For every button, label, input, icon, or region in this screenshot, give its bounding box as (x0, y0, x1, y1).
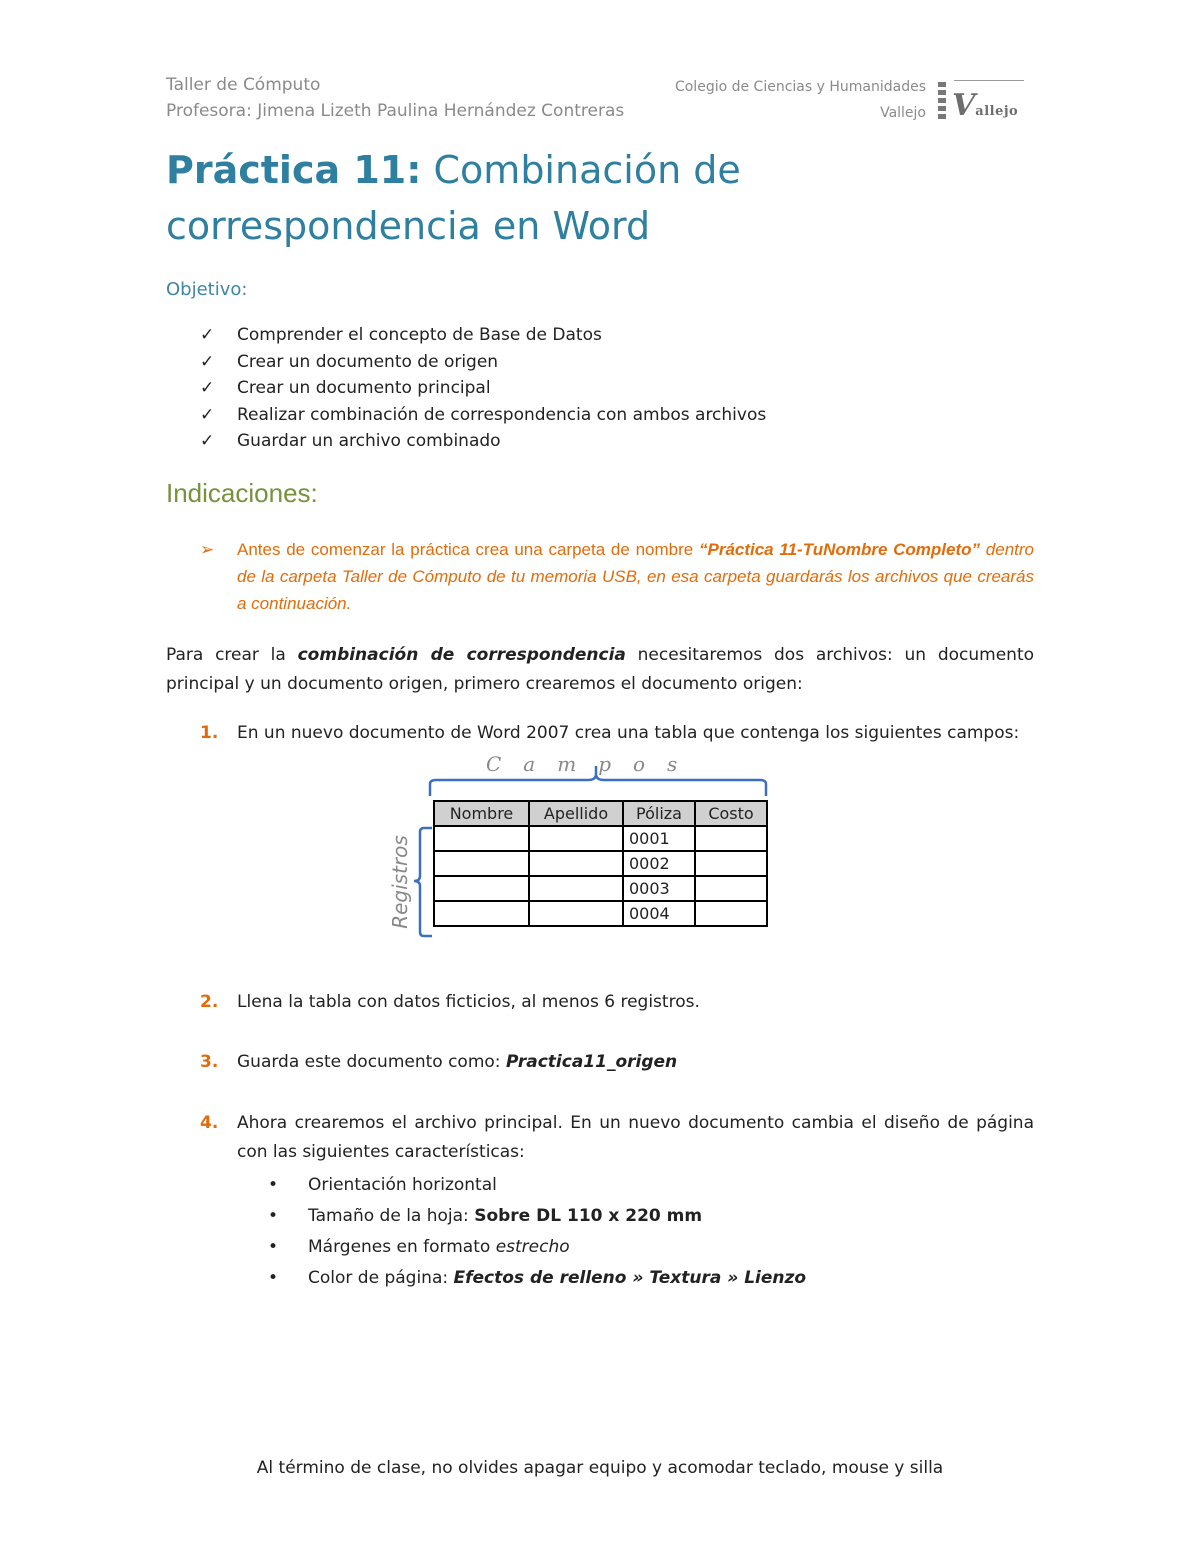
step-text: En un nuevo documento de Word 2007 crea una tabla que contenga los siguientes campos: (237, 723, 1020, 743)
bullet-icon: • (268, 1175, 279, 1195)
step-2 (200, 988, 1034, 1017)
fields-table (433, 800, 768, 927)
step-3 (200, 1048, 1034, 1077)
page-title (166, 142, 1046, 254)
records-label: Registros (388, 835, 412, 929)
fields-brace-icon (428, 762, 770, 800)
list-item: • Tamaño de la hoja: Sobre DL 110 x 220 mm (268, 1201, 806, 1232)
table-row: 0003 (434, 876, 767, 901)
intro-paragraph: Para crear la combinación de correspondencia necesitaremos dos archivos: un documento principal y un documento origen, primero crearemos el documento origen: (166, 645, 1035, 694)
list-item: ✓ Guardar un archivo combinado (200, 428, 766, 455)
logo-initial: V (952, 88, 976, 123)
step-text: Guarda este documento como: Practica11_origen (237, 1052, 678, 1072)
table-row: 0002 (434, 851, 767, 876)
title-practice-number: Práctica 11: (166, 148, 422, 192)
school-logo (938, 76, 1026, 124)
page-footer: Al término de clase, no olvides apagar equipo y acomodar teclado, mouse y silla (256, 1458, 944, 1478)
table-row: 0004 (434, 901, 767, 926)
header-right (675, 74, 926, 126)
logo-bars-icon (938, 82, 948, 122)
list-item: • Orientación horizontal (268, 1170, 806, 1201)
file-name: Practica11_origen (505, 1052, 678, 1072)
intro-emphasis: combinación de correspondencia (297, 645, 626, 665)
list-item: ✓ Realizar combinación de correspondencia con ambos archivos (200, 402, 766, 429)
arrow-bullet-icon: ➢ (200, 540, 215, 559)
course-name: Taller de Cómputo (166, 75, 321, 95)
step-number: 2. (200, 992, 219, 1012)
bullet-icon: • (268, 1206, 279, 1226)
table-row: 0001 (434, 826, 767, 851)
checkmark-icon: ✓ (200, 351, 215, 372)
list-item: ✓ Comprender el concepto de Base de Datos (200, 322, 766, 349)
step-number: 4. (200, 1113, 219, 1133)
checkmark-icon: ✓ (200, 378, 215, 398)
page-setup-list (268, 1170, 806, 1294)
step-number: 1. (200, 723, 219, 743)
step-1 (200, 719, 1034, 748)
column-header: Póliza (623, 801, 695, 826)
step-number: 3. (200, 1052, 219, 1072)
bullet-icon: • (268, 1237, 279, 1257)
fields-label: Campos (486, 752, 700, 776)
checkmark-icon: ✓ (200, 431, 215, 451)
column-header: Nombre (434, 801, 529, 826)
checkmark-icon: ✓ (200, 325, 215, 345)
objective-heading: Objetivo: (166, 279, 248, 300)
objective-list (200, 322, 766, 455)
checkmark-icon: ✓ (200, 404, 215, 425)
folder-note: ➢ Antes de comenzar la práctica crea una carpeta de nombre “Práctica 11-TuNombre Completo” dentro de la carpeta Taller de Cómputo de tu memoria USB, en esa carpeta guardarás los archivos que crearás a continuación. (200, 536, 1034, 617)
school-name: Colegio de Ciencias y Humanidades (674, 79, 926, 95)
header-left (166, 72, 624, 124)
column-header: Costo (695, 801, 767, 826)
column-header: Apellido (529, 801, 623, 826)
step-text: Ahora crearemos el archivo principal. En un nuevo documento cambia el diseño de página con las siguientes características: (237, 1113, 1034, 1162)
logo-text: allejo (975, 104, 1019, 119)
title-topic: Combinación de correspondencia en Word (166, 148, 741, 248)
step-4 (200, 1109, 1034, 1167)
bullet-icon: • (268, 1268, 279, 1288)
teacher-name: Profesora: Jimena Lizeth Paulina Hernández Contreras (166, 101, 625, 121)
list-item: ✓ Crear un documento principal (200, 375, 766, 402)
list-item: • Color de página: Efectos de relleno » Textura » Lienzo (268, 1263, 806, 1294)
step-text: Llena la tabla con datos ficticios, al menos 6 registros. (237, 992, 700, 1012)
list-item: ✓ Crear un documento de origen (200, 349, 766, 376)
list-item: • Márgenes en formato estrecho (268, 1232, 806, 1263)
instructions-heading: Indicaciones: (166, 478, 318, 508)
campus-name: Vallejo (880, 105, 926, 121)
folder-name: “Práctica 11-TuNombre Completo” (698, 540, 981, 559)
